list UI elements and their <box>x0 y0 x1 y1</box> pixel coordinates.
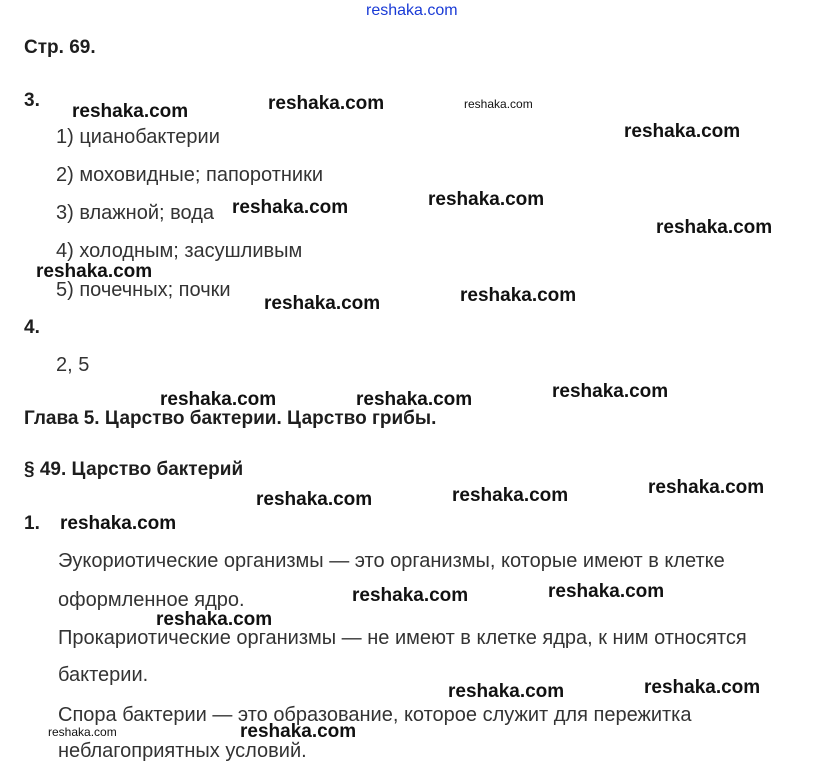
watermark: reshaka.com <box>352 585 469 606</box>
watermark: reshaka.com <box>356 389 473 410</box>
watermark-top: reshaka.com <box>366 2 458 19</box>
watermark: reshaka.com <box>232 197 349 218</box>
task3-answer-2: 2) моховидные; папоротники <box>56 164 324 186</box>
watermark: reshaka.com <box>656 217 773 238</box>
watermark: reshaka.com <box>460 285 577 306</box>
watermark: reshaka.com <box>36 261 153 282</box>
watermark: reshaka.com <box>452 485 569 506</box>
watermark: reshaka.com <box>72 101 189 122</box>
task3-answer-4: 4) холодным; засушливым <box>56 240 303 262</box>
task3-answer-1: 1) цианобактерии <box>56 126 220 148</box>
watermark: reshaka.com <box>548 581 665 602</box>
watermark: reshaka.com <box>644 677 761 698</box>
watermark: reshaka.com <box>264 293 381 314</box>
task1-number: 1. <box>24 513 40 534</box>
task3-number: 3. <box>24 90 40 111</box>
task4-number: 4. <box>24 317 40 338</box>
task3-answer-3: 3) влажной; вода <box>56 202 215 224</box>
watermark: reshaka.com <box>240 721 357 742</box>
task3-answer-5: 5) почечных; почки <box>56 279 231 301</box>
watermark: reshaka.com <box>60 513 177 534</box>
page-heading: Стр. 69. <box>24 37 96 58</box>
watermark: reshaka.com <box>48 725 117 739</box>
task1-line-1: Эукориотические организмы — это организмы, которые имеют в клетке <box>58 550 725 572</box>
watermark: reshaka.com <box>464 97 533 111</box>
watermark: reshaka.com <box>552 381 669 402</box>
watermark: reshaka.com <box>160 389 277 410</box>
watermark: reshaka.com <box>156 609 273 630</box>
chapter-title: Глава 5. Царство бактерии. Царство грибы. <box>24 408 437 429</box>
task1-line-4: бактерии. <box>58 664 149 686</box>
watermark: reshaka.com <box>256 489 373 510</box>
watermark: reshaka.com <box>624 121 741 142</box>
watermark: reshaka.com <box>448 681 565 702</box>
task1-line-6: неблагоприятных условий. <box>58 740 307 762</box>
task1-line-5: Спора бактерии — это образование, которое служит для пережитка <box>58 704 692 726</box>
watermark: reshaka.com <box>268 93 385 114</box>
watermark: reshaka.com <box>648 477 765 498</box>
task4-answer: 2, 5 <box>56 354 90 376</box>
section-title: § 49. Царство бактерий <box>24 459 244 480</box>
task1-line-2: оформленное ядро. <box>58 589 245 611</box>
watermark: reshaka.com <box>428 189 545 210</box>
task1-line-3: Прокариотические организмы — не имеют в клетке ядра, к ним относятся <box>58 627 747 649</box>
